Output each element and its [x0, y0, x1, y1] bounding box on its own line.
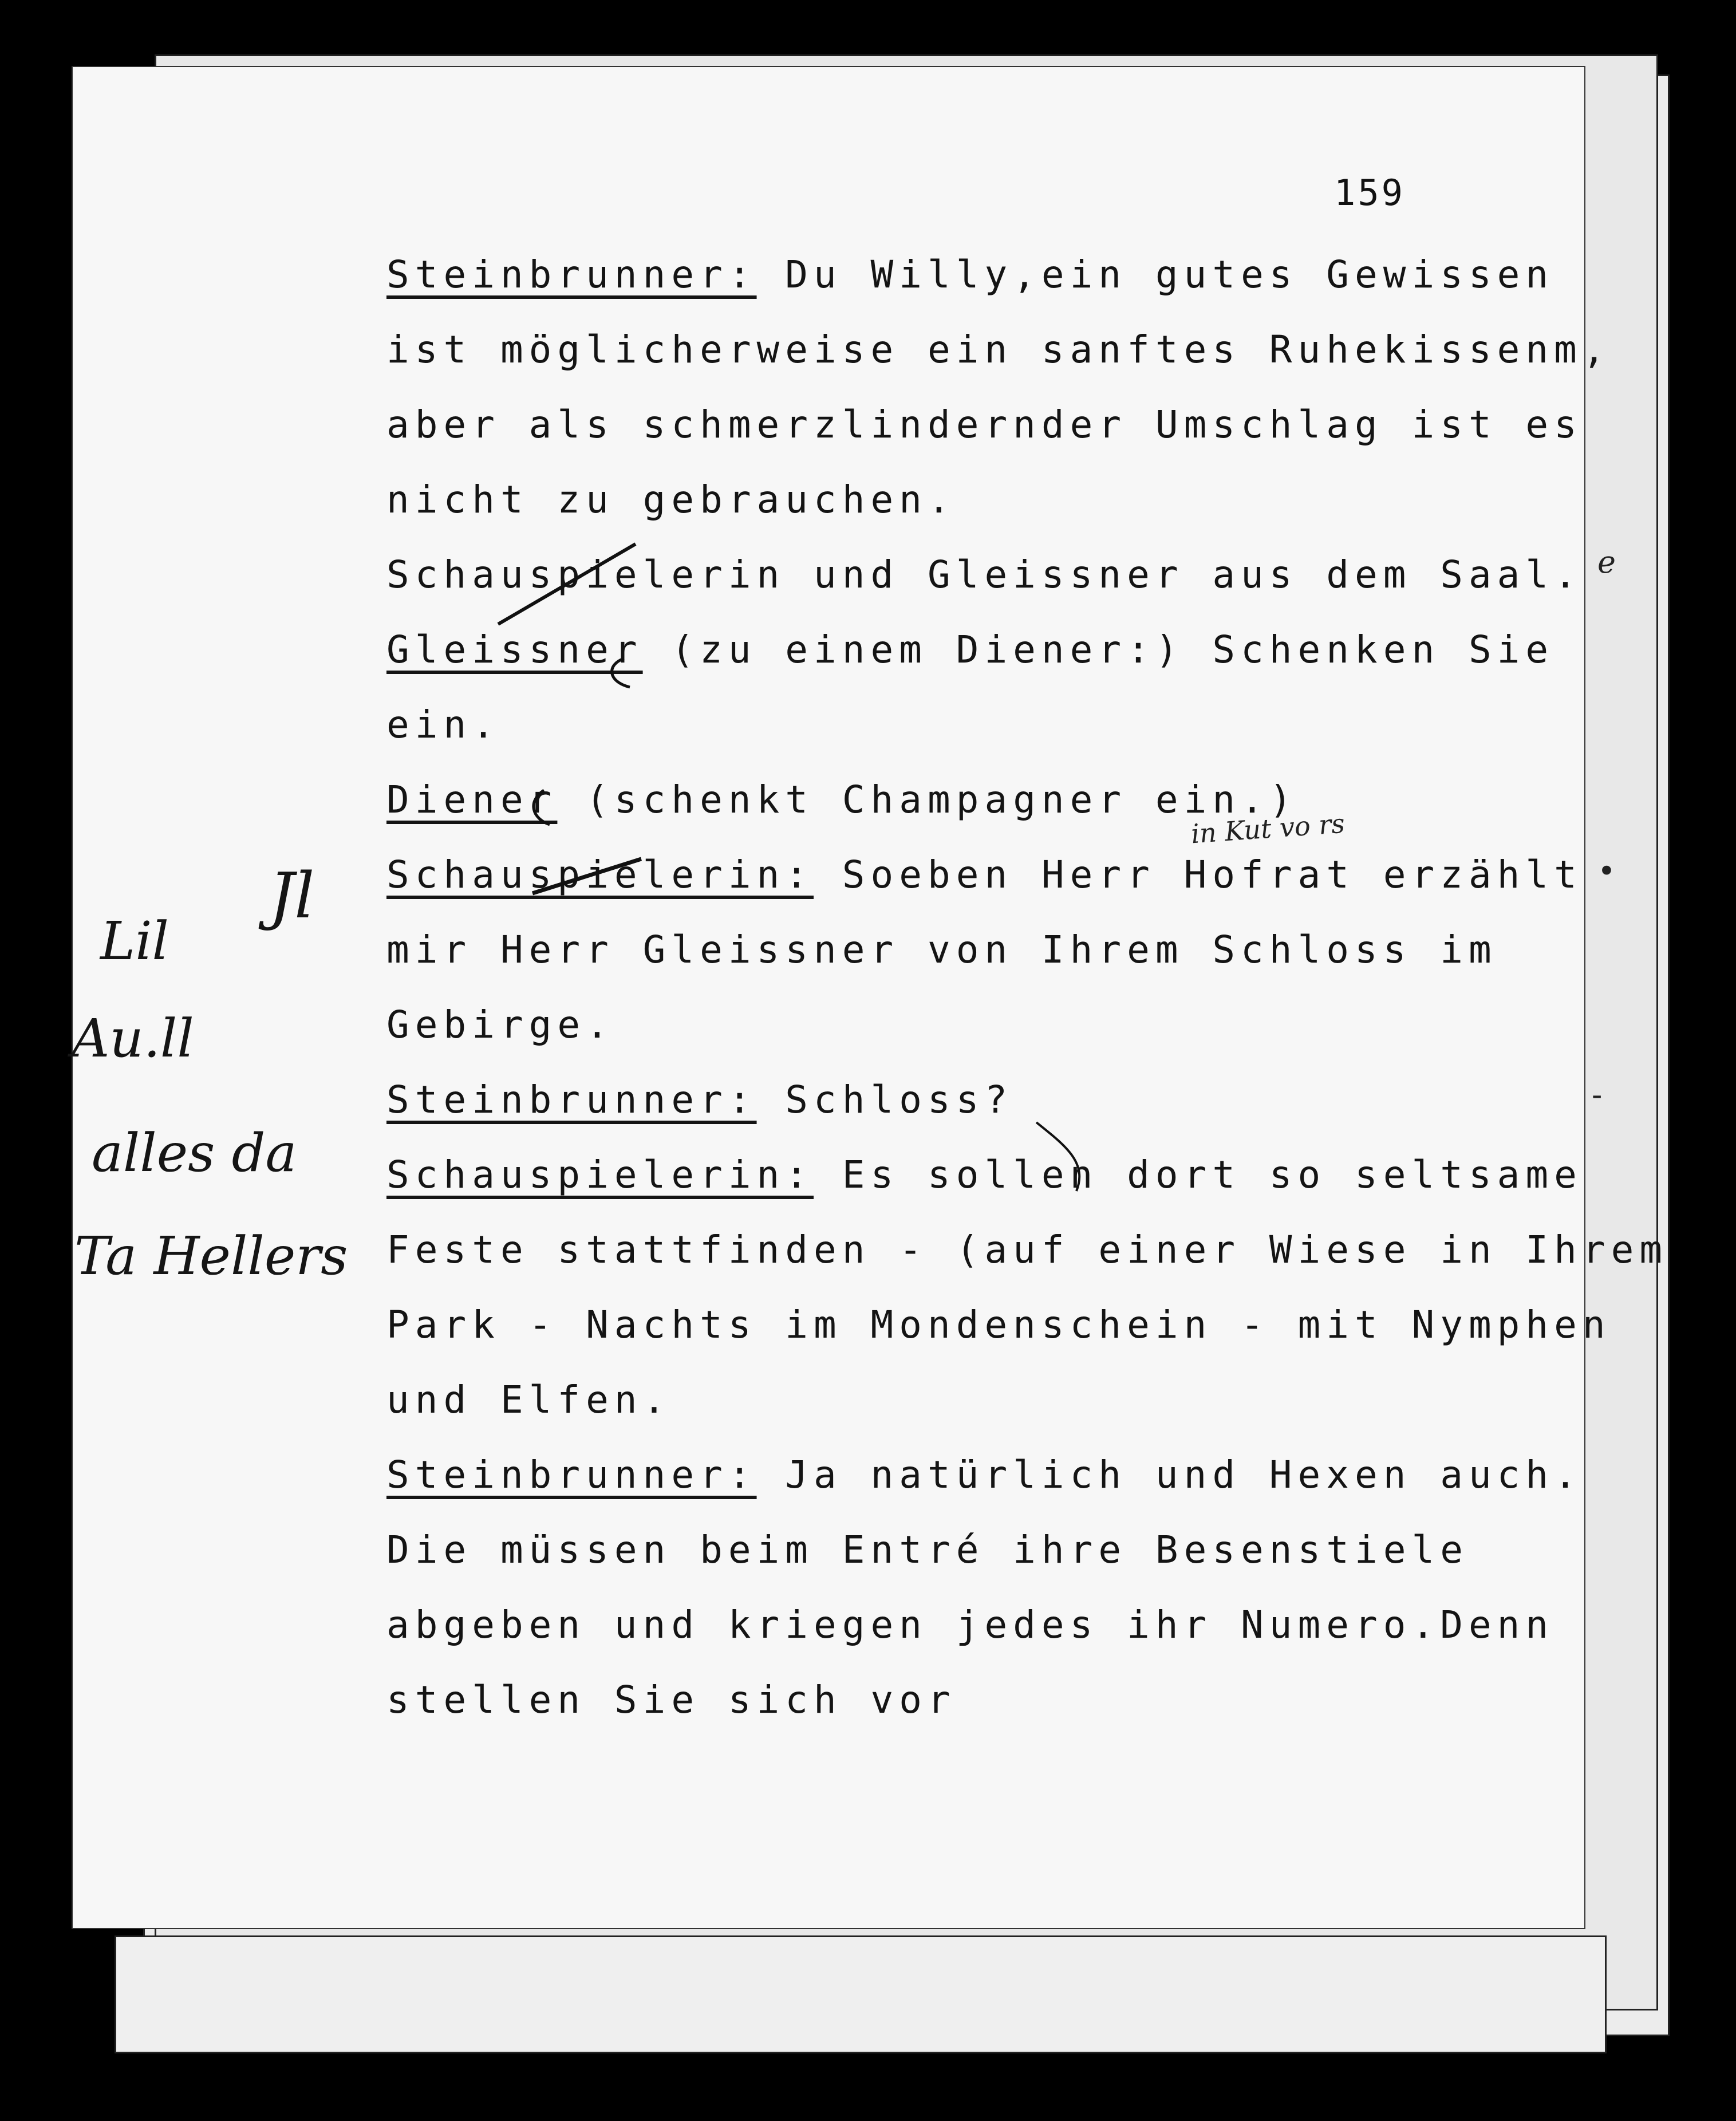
margin-note-1: Lil	[100, 910, 169, 972]
edge-mark-dot: •	[1597, 853, 1616, 889]
strike-through-stroke	[498, 544, 636, 624]
bracket-stroke	[1036, 1122, 1079, 1191]
margin-note-3: alles da	[92, 1122, 297, 1184]
speaker-name: Steinbrunner:	[386, 253, 757, 297]
line-text: ein.	[386, 703, 500, 747]
page-number: 159	[1334, 172, 1405, 214]
speaker-name: Diener	[386, 778, 558, 822]
line-text: Ja natürlich und Hexen auch.	[756, 1453, 1583, 1497]
speaker-name: Schauspielerin:	[386, 1153, 814, 1197]
margin-note-2: Au.ll	[72, 1008, 194, 1069]
speaker-name: Gleissner	[386, 628, 643, 672]
line-text: Es sollen dort so seltsame	[814, 1153, 1583, 1197]
line-text: mir Herr Gleissner von Ihrem Schloss im	[386, 928, 1497, 972]
line-text: Park - Nachts im Mondenschein - mit Nymphen	[386, 1303, 1611, 1347]
line-text: Soeben Herr Hofrat erzählt	[814, 853, 1583, 897]
edge-mark-e: e	[1597, 544, 1616, 580]
line-text: nicht zu gebrauchen.	[386, 478, 956, 522]
edge-mark-dash: -	[1592, 1077, 1603, 1113]
line-text: Schloss?	[756, 1078, 1013, 1122]
line-text: Gebirge.	[386, 1003, 614, 1047]
margin-note-4: Ta Hellers	[74, 1225, 348, 1287]
speaker-name: Steinbrunner:	[386, 1078, 757, 1122]
line-text: abgeben und kriegen jedes ihr Numero.Denn	[386, 1603, 1554, 1647]
margin-mark: Jl	[269, 859, 315, 932]
line-text: Schauspielerin und Gleissner aus dem Saal.	[386, 553, 1583, 597]
line-text: Du Willy,ein gutes Gewissen	[756, 253, 1554, 297]
line-text: Feste stattfinden - (auf einer Wiese in Ihrem	[386, 1228, 1668, 1272]
bracket-stroke	[534, 790, 550, 825]
bracket-stroke	[612, 659, 630, 687]
pen-annotation: in Kut vo rs	[1190, 807, 1346, 850]
line-text: (schenkt Champagner ein.)	[557, 778, 1298, 822]
line-text: stellen Sie sich vor	[386, 1678, 956, 1722]
speaker-name: Schauspielerin:	[386, 853, 814, 897]
line-text: ist möglicherweise ein sanftes Ruhekissenm,	[386, 328, 1611, 372]
line-text: und Elfen.	[386, 1378, 672, 1422]
speaker-name: Steinbrunner:	[386, 1453, 757, 1497]
strike-through-stroke	[532, 859, 641, 893]
line-text: aber als schmerzlindernder Umschlag ist es	[386, 403, 1583, 447]
line-text: Die müssen beim Entré ihre Besenstiele	[386, 1528, 1469, 1572]
line-text: (zu einem Diener:) Schenken Sie	[642, 628, 1554, 672]
